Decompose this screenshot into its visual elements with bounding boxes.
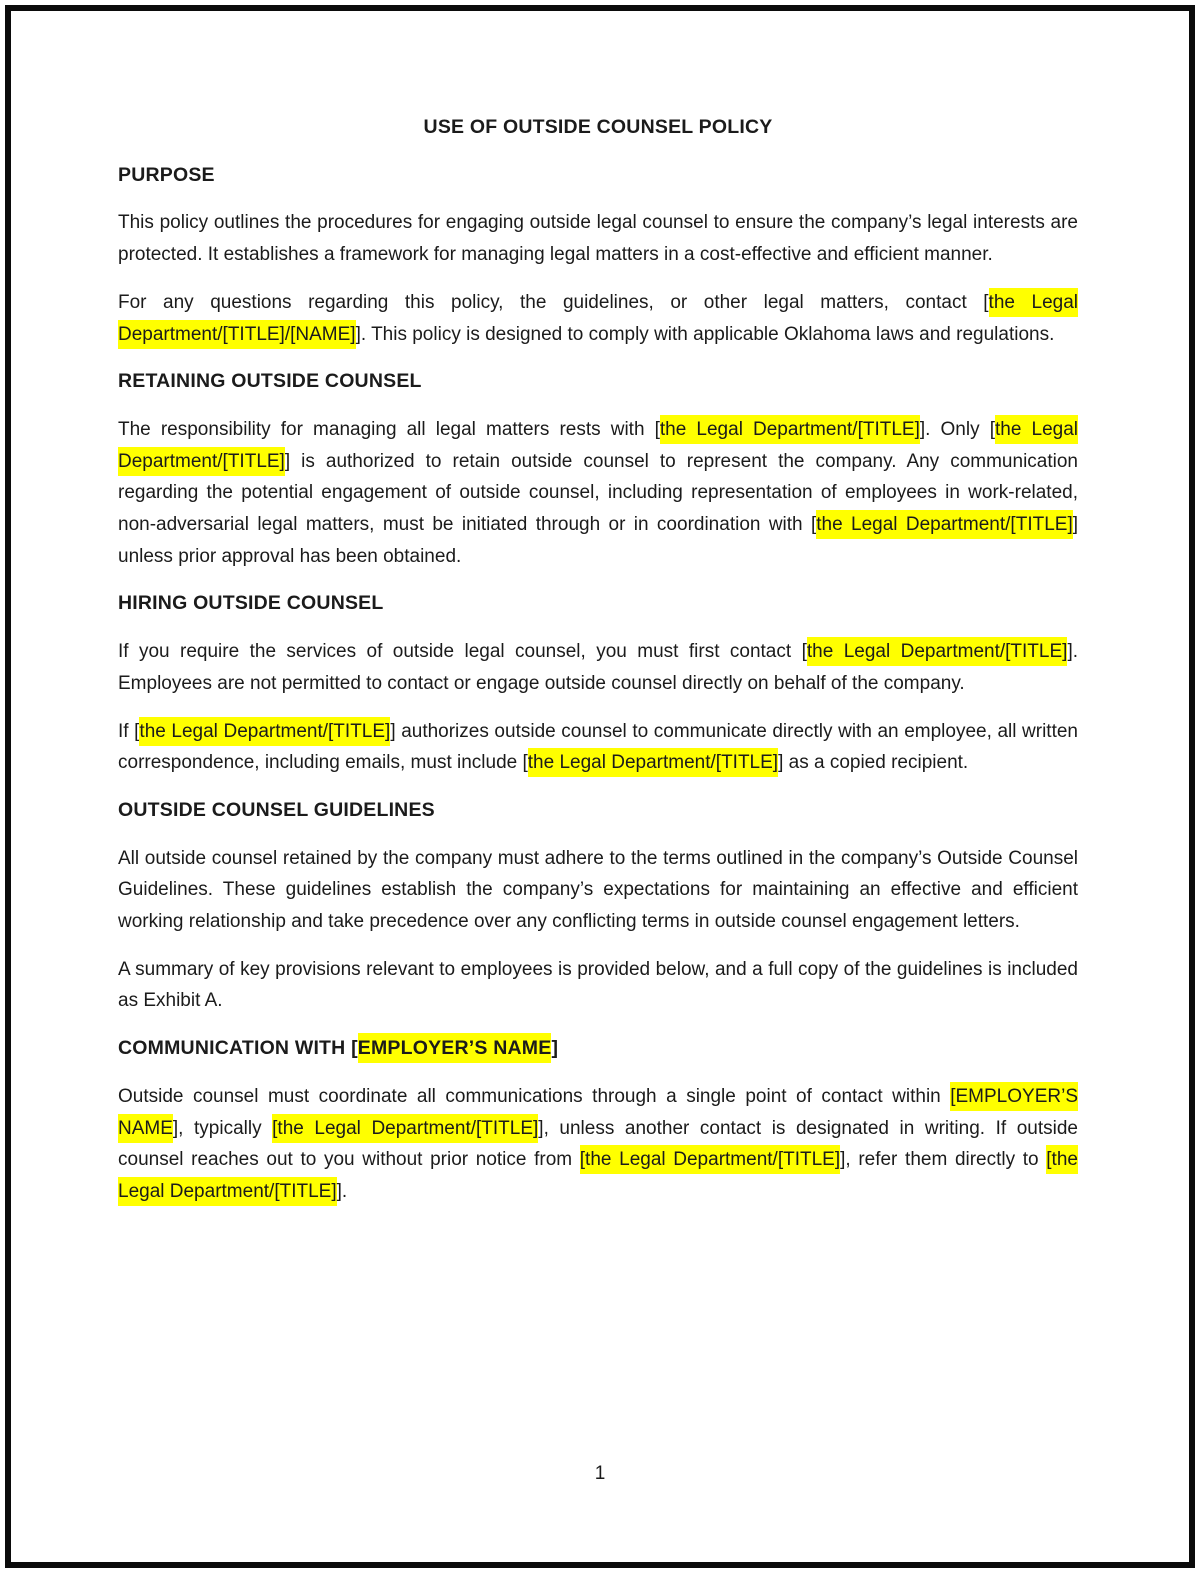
text-run: ] is authorized to retain outside counsel to represent the company. Any communication regarding the potential engagement of outside counsel, including representation of employees in work-related, non-adversarial legal matters, must be initiated through or in coordination with [: [118, 450, 1078, 536]
section-heading: [118, 1033, 1078, 1065]
text-run: ] unless prior approval has been obtained.: [118, 514, 1078, 567]
text-run: ] authorizes outside counsel to communicate directly with an employee, all written correspondence, including emails, must include [: [118, 720, 1078, 774]
text-run: RETAINING OUTSIDE COUNSEL: [118, 370, 422, 393]
text-run: ], unless another contact is designated in writing. If outside counsel reaches out to you without prior notice from: [118, 1117, 1078, 1171]
text-run: The responsibility for managing all legal matters rests with [: [118, 418, 660, 440]
highlighted-placeholder-text: the Legal Department/[TITLE]/[NAME]: [118, 288, 1078, 349]
text-run: ].: [336, 1180, 348, 1202]
highlighted-placeholder-text: the Legal Department/[TITLE]: [816, 510, 1072, 539]
text-run: A summary of key provisions relevant to employees is provided below, and a full copy of the guidelines is included as Exhibit A.: [118, 958, 1078, 1012]
highlighted-placeholder-text: the Legal Department/[TITLE]: [528, 748, 778, 777]
highlighted-placeholder-text: [the Legal Department/[TITLE]: [272, 1114, 538, 1143]
text-run: ]. Employees are not permitted to contact or engage outside counsel directly on behalf of the company.: [118, 641, 1078, 694]
highlighted-placeholder-text: the Legal Department/[TITLE]: [807, 637, 1068, 666]
highlighted-placeholder-text: the Legal Department/[TITLE]: [660, 415, 920, 444]
text-run: If you require the services of outside legal counsel, you must first contact [: [118, 641, 807, 663]
paragraph: [118, 716, 1078, 779]
section-heading: [118, 795, 1078, 827]
highlighted-placeholder-text: [the Legal Department/[TITLE]: [580, 1145, 840, 1174]
text-run: HIRING OUTSIDE COUNSEL: [118, 592, 384, 615]
section-heading: [118, 160, 1078, 192]
highlighted-placeholder-text: the Legal Department/[TITLE]: [139, 717, 390, 746]
highlighted-placeholder-text: the Legal Department/[TITLE]: [118, 415, 1078, 476]
document-title: USE OF OUTSIDE COUNSEL POLICY: [423, 116, 773, 138]
highlighted-placeholder-text: [EMPLOYER’S NAME: [118, 1082, 1078, 1143]
highlighted-placeholder-text: EMPLOYER’S NAME: [358, 1033, 552, 1063]
paragraph: [118, 1081, 1078, 1208]
text-run: PURPOSE: [118, 163, 215, 186]
text-run: OUTSIDE COUNSEL GUIDELINES: [118, 798, 435, 821]
text-run: ], typically: [172, 1117, 273, 1139]
text-run: For any questions regarding this policy, the guidelines, or other legal matters, contact [: [118, 291, 989, 313]
text-run: ]: [551, 1037, 559, 1060]
text-run: This policy outlines the procedures for engaging outside legal counsel to ensure the company’s legal interests are protected. It establishes a framework for managing legal matters in a cost-effective and efficient manner.: [118, 212, 1078, 266]
paragraph: [118, 843, 1078, 938]
document-sections: [118, 160, 1078, 1208]
text-run: Outside counsel must coordinate all communications through a single point of contact within: [118, 1085, 951, 1107]
text-run: All outside counsel retained by the company must adhere to the terms outlined in the company’s Outside Counsel Guidelines. These guidelines establish the company’s expectations for maintaining an effective and efficient working relationship and take precedence over any conflicting terms in outside counsel engagement letters.: [118, 847, 1078, 933]
paragraph: [118, 636, 1078, 699]
section-heading: [118, 366, 1078, 398]
paragraph: [118, 207, 1078, 270]
highlighted-placeholder-text: [the Legal Department/[TITLE]: [118, 1145, 1078, 1206]
section-heading: [118, 588, 1078, 620]
paragraph: [118, 287, 1078, 350]
text-run: ]. Only [: [919, 418, 995, 440]
document-content: [118, 112, 1078, 1224]
text-run: ]. This policy is designed to comply with applicable Oklahoma laws and regulations.: [355, 323, 1055, 345]
page-number: 1: [594, 1463, 606, 1484]
paragraph: [118, 414, 1078, 573]
text-run: ], refer them directly to: [840, 1149, 1047, 1171]
text-run: If [: [118, 720, 140, 742]
text-run: ] as a copied recipient.: [778, 752, 969, 774]
text-run: COMMUNICATION WITH [: [118, 1037, 358, 1060]
paragraph: [118, 954, 1078, 1017]
